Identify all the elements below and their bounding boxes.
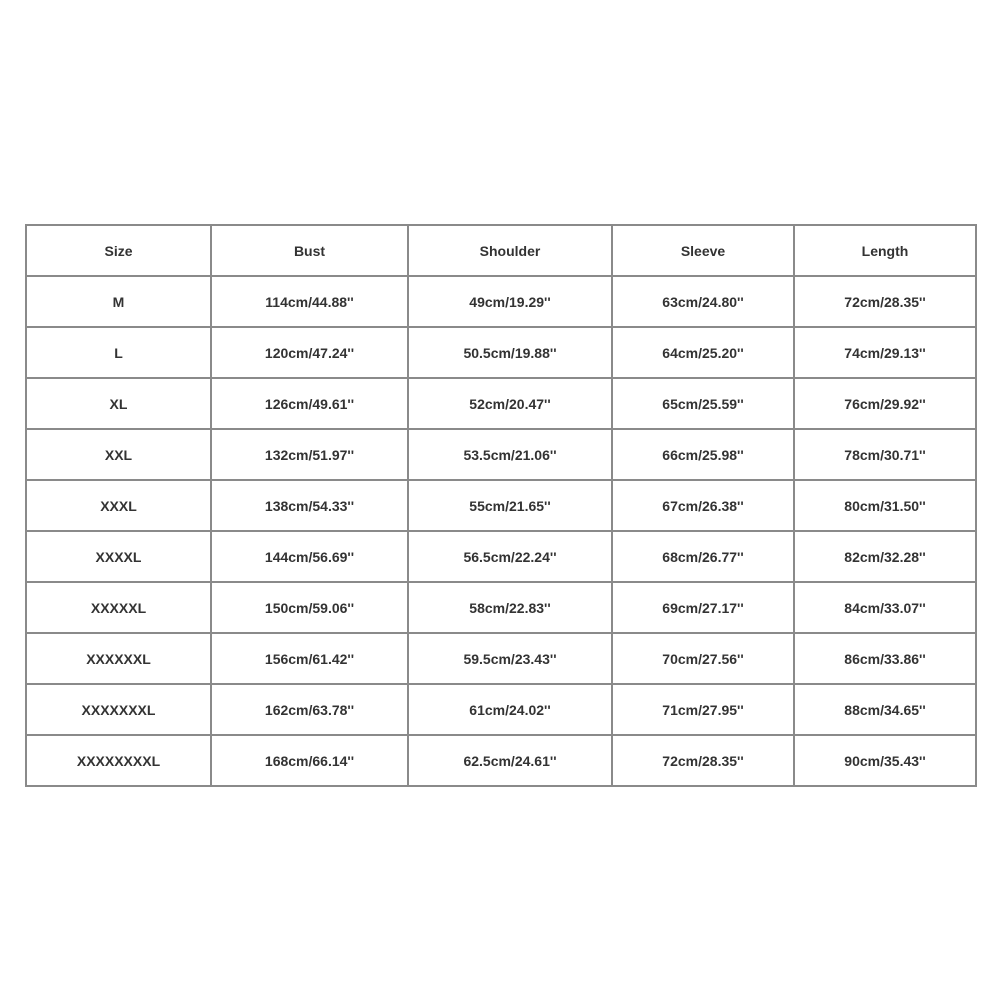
table-row: [26, 429, 976, 480]
cell-shoulder: 52cm/20.47'': [408, 378, 612, 429]
cell-sleeve: 63cm/24.80'': [612, 276, 794, 327]
cell-sleeve: 72cm/28.35'': [612, 735, 794, 786]
cell-shoulder: 58cm/22.83'': [408, 582, 612, 633]
cell-length: 78cm/30.71'': [794, 429, 976, 480]
size-chart-table: [25, 224, 977, 787]
cell-size: XXL: [26, 429, 211, 480]
cell-sleeve: 64cm/25.20'': [612, 327, 794, 378]
cell-length: 74cm/29.13'': [794, 327, 976, 378]
cell-shoulder: 49cm/19.29'': [408, 276, 612, 327]
cell-bust: 150cm/59.06'': [211, 582, 408, 633]
cell-sleeve: 67cm/26.38'': [612, 480, 794, 531]
cell-length: 86cm/33.86'': [794, 633, 976, 684]
cell-shoulder: 50.5cm/19.88'': [408, 327, 612, 378]
header-length: Length: [794, 225, 976, 276]
cell-bust: 114cm/44.88'': [211, 276, 408, 327]
cell-size: XXXXXXXL: [26, 684, 211, 735]
cell-length: 76cm/29.92'': [794, 378, 976, 429]
cell-bust: 126cm/49.61'': [211, 378, 408, 429]
cell-length: 84cm/33.07'': [794, 582, 976, 633]
cell-length: 90cm/35.43'': [794, 735, 976, 786]
cell-size: XXXXXL: [26, 582, 211, 633]
table-row: [26, 735, 976, 786]
cell-size: XXXXXXXXL: [26, 735, 211, 786]
header-size: Size: [26, 225, 211, 276]
cell-sleeve: 65cm/25.59'': [612, 378, 794, 429]
cell-sleeve: 69cm/27.17'': [612, 582, 794, 633]
cell-bust: 120cm/47.24'': [211, 327, 408, 378]
cell-length: 82cm/32.28'': [794, 531, 976, 582]
cell-shoulder: 53.5cm/21.06'': [408, 429, 612, 480]
cell-length: 80cm/31.50'': [794, 480, 976, 531]
cell-shoulder: 56.5cm/22.24'': [408, 531, 612, 582]
table-row: [26, 276, 976, 327]
cell-bust: 162cm/63.78'': [211, 684, 408, 735]
cell-bust: 168cm/66.14'': [211, 735, 408, 786]
cell-length: 72cm/28.35'': [794, 276, 976, 327]
table-body: [26, 276, 976, 786]
table-row: [26, 684, 976, 735]
cell-bust: 144cm/56.69'': [211, 531, 408, 582]
table-row: [26, 531, 976, 582]
cell-shoulder: 59.5cm/23.43'': [408, 633, 612, 684]
header-row: [26, 225, 976, 276]
cell-sleeve: 70cm/27.56'': [612, 633, 794, 684]
cell-sleeve: 71cm/27.95'': [612, 684, 794, 735]
header-shoulder: Shoulder: [408, 225, 612, 276]
cell-size: L: [26, 327, 211, 378]
header-sleeve: Sleeve: [612, 225, 794, 276]
header-bust: Bust: [211, 225, 408, 276]
cell-size: XL: [26, 378, 211, 429]
cell-shoulder: 62.5cm/24.61'': [408, 735, 612, 786]
table-row: [26, 480, 976, 531]
cell-bust: 138cm/54.33'': [211, 480, 408, 531]
cell-size: XXXL: [26, 480, 211, 531]
cell-size: XXXXXXL: [26, 633, 211, 684]
table-row: [26, 633, 976, 684]
table-row: [26, 378, 976, 429]
cell-bust: 156cm/61.42'': [211, 633, 408, 684]
cell-size: M: [26, 276, 211, 327]
cell-shoulder: 55cm/21.65'': [408, 480, 612, 531]
cell-sleeve: 66cm/25.98'': [612, 429, 794, 480]
cell-sleeve: 68cm/26.77'': [612, 531, 794, 582]
table-row: [26, 327, 976, 378]
cell-bust: 132cm/51.97'': [211, 429, 408, 480]
cell-size: XXXXL: [26, 531, 211, 582]
cell-length: 88cm/34.65'': [794, 684, 976, 735]
table-row: [26, 582, 976, 633]
cell-shoulder: 61cm/24.02'': [408, 684, 612, 735]
